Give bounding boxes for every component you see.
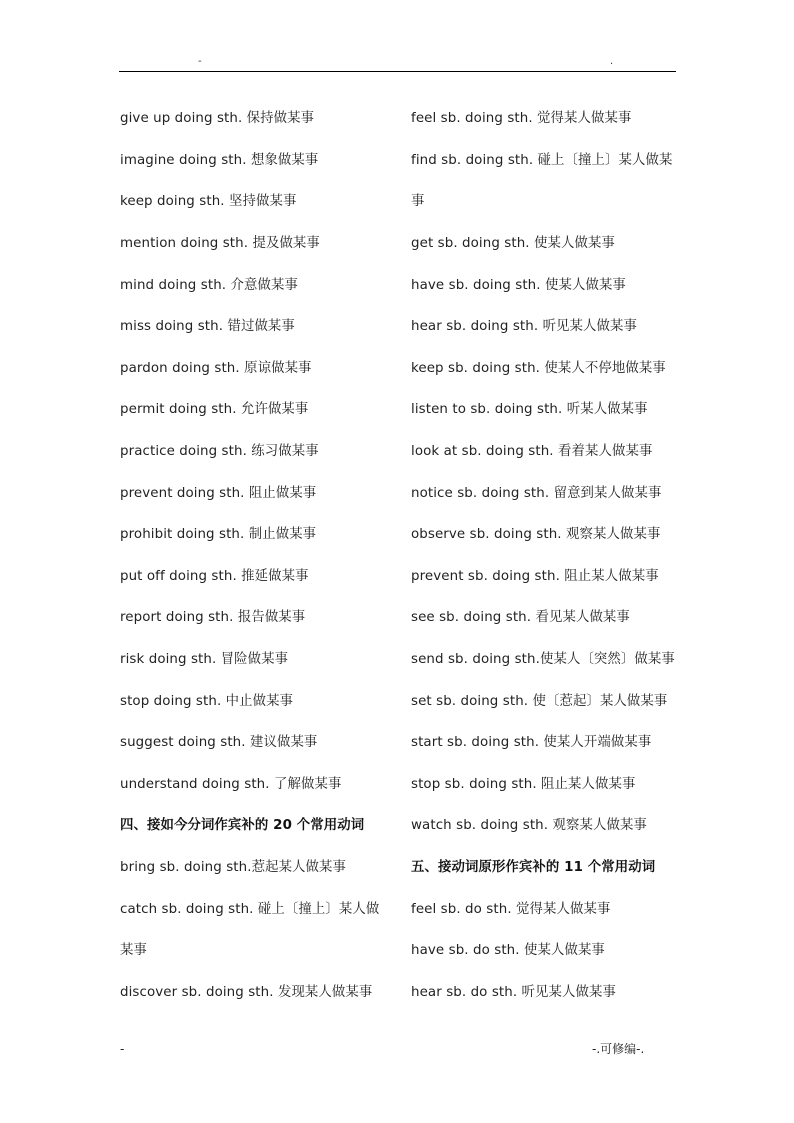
section-heading-5: 五、接动词原形作宾补的 11 个常用动词 xyxy=(411,860,656,875)
verb-entry: keep sb. doing sth. 使某人不停地做某事 xyxy=(411,361,666,376)
verb-entry-continuation: 某事 xyxy=(120,943,147,958)
verb-entry: keep doing sth. 坚持做某事 xyxy=(120,194,297,209)
verb-entry: listen to sb. doing sth. 听某人做某事 xyxy=(411,402,648,417)
verb-entry: risk doing sth. 冒险做某事 xyxy=(120,652,289,667)
verb-entry: observe sb. doing sth. 观察某人做某事 xyxy=(411,527,661,542)
verb-entry: prevent doing sth. 阻止做某事 xyxy=(120,486,317,501)
verb-entry: imagine doing sth. 想象做某事 xyxy=(120,153,319,168)
verb-entry: give up doing sth. 保持做某事 xyxy=(120,111,315,126)
verb-entry: catch sb. doing sth. 碰上〔撞上〕某人做 xyxy=(120,902,380,917)
verb-entry: feel sb. do sth. 觉得某人做某事 xyxy=(411,902,611,917)
verb-entry: suggest doing sth. 建议做某事 xyxy=(120,735,318,750)
verb-entry: bring sb. doing sth.惹起某人做某事 xyxy=(120,860,347,875)
header-left-mark: - xyxy=(198,56,202,67)
verb-entry: get sb. doing sth. 使某人做某事 xyxy=(411,236,615,251)
verb-entry: watch sb. doing sth. 观察某人做某事 xyxy=(411,818,647,833)
verb-entry: find sb. doing sth. 碰上〔撞上〕某人做某 xyxy=(411,153,673,168)
verb-entry-continuation: 事 xyxy=(411,194,425,209)
footer-left-mark: - xyxy=(120,1042,125,1056)
verb-entry: have sb. do sth. 使某人做某事 xyxy=(411,943,605,958)
verb-entry: mention doing sth. 提及做某事 xyxy=(120,236,320,251)
verb-entry: stop doing sth. 中止做某事 xyxy=(120,694,294,709)
verb-entry: prohibit doing sth. 制止做某事 xyxy=(120,527,317,542)
verb-entry: mind doing sth. 介意做某事 xyxy=(120,278,298,293)
header-right-mark: . xyxy=(610,56,614,67)
verb-entry: stop sb. doing sth. 阻止某人做某事 xyxy=(411,777,636,792)
footer-right-mark: -.可修编-. xyxy=(592,1042,645,1056)
verb-entry: look at sb. doing sth. 看着某人做某事 xyxy=(411,444,653,459)
verb-entry: hear sb. doing sth. 听见某人做某事 xyxy=(411,319,637,334)
verb-entry: report doing sth. 报告做某事 xyxy=(120,610,306,625)
verb-entry: see sb. doing sth. 看见某人做某事 xyxy=(411,610,630,625)
verb-entry: send sb. doing sth.使某人〔突然〕做某事 xyxy=(411,652,675,667)
verb-entry: prevent sb. doing sth. 阻止某人做某事 xyxy=(411,569,659,584)
verb-entry: notice sb. doing sth. 留意到某人做某事 xyxy=(411,486,662,501)
header-rule xyxy=(119,71,676,72)
verb-entry: permit doing sth. 允许做某事 xyxy=(120,402,309,417)
verb-entry: put off doing sth. 推延做某事 xyxy=(120,569,309,584)
verb-entry: hear sb. do sth. 听见某人做某事 xyxy=(411,985,616,1000)
section-heading-4: 四、接如今分词作宾补的 20 个常用动词 xyxy=(120,818,365,833)
verb-entry: pardon doing sth. 原谅做某事 xyxy=(120,361,312,376)
verb-entry: discover sb. doing sth. 发现某人做某事 xyxy=(120,985,373,1000)
verb-entry: practice doing sth. 练习做某事 xyxy=(120,444,319,459)
verb-entry: start sb. doing sth. 使某人开端做某事 xyxy=(411,735,652,750)
verb-entry: understand doing sth. 了解做某事 xyxy=(120,777,342,792)
verb-entry: have sb. doing sth. 使某人做某事 xyxy=(411,278,626,293)
verb-entry: set sb. doing sth. 使〔惹起〕某人做某事 xyxy=(411,694,668,709)
verb-entry: feel sb. doing sth. 觉得某人做某事 xyxy=(411,111,632,126)
verb-entry: miss doing sth. 错过做某事 xyxy=(120,319,295,334)
